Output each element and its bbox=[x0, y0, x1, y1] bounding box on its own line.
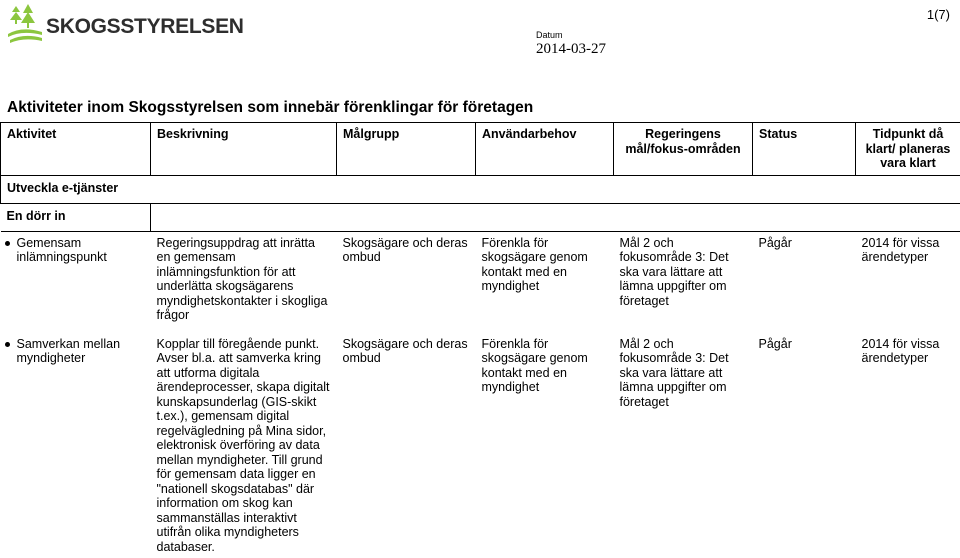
date-block bbox=[536, 30, 606, 58]
date-label: Datum bbox=[536, 30, 606, 40]
cell-regeringens-mal: Mål 2 och fokusområde 3: Det ska vara lättare att lämna uppgifter om företaget bbox=[614, 333, 753, 558]
bullet-icon bbox=[5, 342, 10, 347]
cell-beskrivning: Kopplar till föregående punkt. Avser bl.a. att samverka kring att utforma digitala ärendeprocesser, skapa digitalt kunskapsunderlag (GIS-skikt t.ex.), gemensam digital regelvägledning på Mina sidor, elektronisk överföring av data mellan myndigheter. Till grund för gemensam data ligger en "nationell skogsdatabas" där information om skog kan sammanställas interaktivt utifrån olika myndigheters databaser. bbox=[151, 333, 337, 558]
tree-logo-icon bbox=[8, 4, 44, 44]
column-header-status: Status bbox=[753, 123, 856, 176]
section-subtitle: En dörr in bbox=[1, 203, 151, 231]
table-row bbox=[1, 231, 960, 327]
section-row-utveckla bbox=[1, 175, 960, 203]
section-title: Utveckla e-tjänster bbox=[1, 175, 960, 203]
cell-status: Pågår bbox=[753, 231, 856, 327]
bullet-icon bbox=[5, 241, 10, 246]
cell-anvandarbehov: Förenkla för skogsägare genom kontakt med en myndighet bbox=[476, 231, 614, 327]
cell-beskrivning: Regeringsuppdrag att inrätta en gemensam inlämningsfunktion för att underlätta skogsägarens myndighetskontakter i skogliga frågor bbox=[151, 231, 337, 327]
column-header-malgrupp: Målgrupp bbox=[337, 123, 476, 176]
date-value: 2014-03-27 bbox=[536, 41, 606, 58]
cell-status: Pågår bbox=[753, 333, 856, 558]
activities-table bbox=[0, 122, 960, 558]
cell-tidpunkt: 2014 för vissa ärendetyper bbox=[856, 231, 960, 327]
cell-anvandarbehov: Förenkla för skogsägare genom kontakt med en myndighet bbox=[476, 333, 614, 558]
activity-name: Gemensam inlämningspunkt bbox=[17, 236, 145, 265]
activity-name: Samverkan mellan myndigheter bbox=[17, 337, 145, 366]
page-number: 1(7) bbox=[927, 7, 950, 22]
section-row-en-dorr-in bbox=[1, 203, 960, 231]
logo-text: SKOGSSTYRELSEN bbox=[46, 15, 244, 39]
column-header-tidpunkt: Tidpunkt då klart/ planeras vara klart bbox=[856, 123, 960, 176]
column-header-aktivitet: Aktivitet bbox=[1, 123, 151, 176]
cell-aktivitet bbox=[1, 333, 151, 558]
cell-regeringens-mal: Mål 2 och fokusområde 3: Det ska vara lättare att lämna uppgifter om företaget bbox=[614, 231, 753, 327]
cell-aktivitet bbox=[1, 231, 151, 327]
cell-malgrupp: Skogsägare och deras ombud bbox=[337, 231, 476, 327]
cell-tidpunkt: 2014 för vissa ärendetyper bbox=[856, 333, 960, 558]
column-header-beskrivning: Beskrivning bbox=[151, 123, 337, 176]
document-heading: Aktiviteter inom Skogsstyrelsen som innebär förenklingar för företagen bbox=[7, 99, 533, 117]
column-header-anvandarbehov: Användarbehov bbox=[476, 123, 614, 176]
logo bbox=[8, 4, 244, 44]
column-header-regeringens-mal: Regeringens mål/fokus-områden bbox=[614, 123, 753, 176]
table-row bbox=[1, 333, 960, 558]
table-header-row bbox=[1, 123, 960, 176]
cell-malgrupp: Skogsägare och deras ombud bbox=[337, 333, 476, 558]
